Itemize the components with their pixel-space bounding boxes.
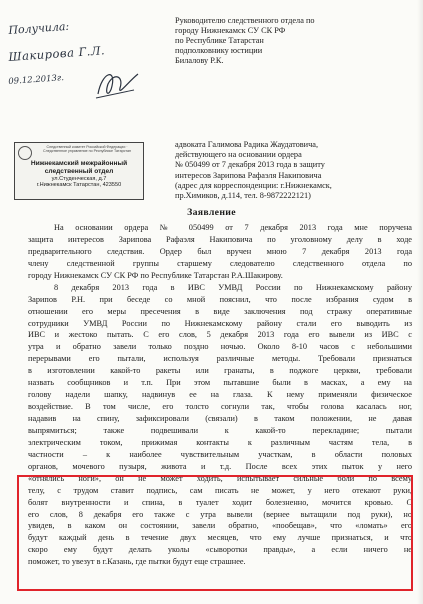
addressee-line: Билалову Р.К.: [175, 56, 224, 66]
body-line: отношении его меры пресечения в виде заключения под стражу оперативные: [28, 306, 412, 316]
body-line: воздействие. В том числе, его толсто согнули так, чтобы голова касалась ног,: [28, 402, 412, 412]
addressee-line: городу Нижнекамск СУ СК РФ: [175, 26, 286, 36]
body-line: болят внутренности и спина, в туалет ходит болезненно, мочится кровью. С: [28, 497, 412, 507]
body-line: выпрямиться; также подвешивали к какой-то перекладине; пытали: [28, 425, 412, 435]
addressee-line: Руководителю следственного отдела по: [175, 16, 315, 25]
body-line: скоро ему будут делать уколы «сыворотки правды», а если ничего не: [28, 545, 412, 555]
sender-line: интересов Зарипова Рафаэля Накиповича: [175, 170, 322, 180]
body-line: утра и обратно завели только поздно ночью. Около 8-10 часов с небольшими: [28, 342, 412, 352]
addressee-block: [175, 16, 415, 66]
emblem-icon: [18, 146, 32, 160]
stamp-line: следственный отдел: [44, 167, 114, 175]
sender-line: (адрес для корреспонденции: г.Нижнекамск,: [175, 180, 332, 190]
body-line: защита интересов Зарипова Рафаэля Накиповича по уголовному делу в ходе: [28, 234, 412, 244]
stamp-line: ул.Студенческая, д.7: [51, 175, 107, 182]
handwritten-name: Шакирова Г.Л.: [8, 43, 106, 64]
body-line: На основании ордера № 050499 от 7 декабря 2013 года мне поручена: [54, 223, 412, 232]
body-line: сотрудники УМВД России по Нижнекамскому району стали его выводить из: [28, 318, 412, 328]
document-title: Заявление: [187, 207, 236, 218]
stamp-line: г.Нижнекамск Татарстан, 423550: [36, 182, 122, 188]
sender-block: [175, 140, 415, 201]
body-line: телу, с трудом ставит подпись, сам писать не может, у него отекают руки,: [28, 485, 412, 495]
body-line: предварительного следствия. Ордер был вручен мною 7 декабря 2013 года: [28, 246, 412, 256]
body-line: частности – к наиболее чувствительным участкам, в области половых: [28, 449, 412, 459]
body-line: увидев, в каком он состоянии, завели обратно, «пообещав», что «ломать» его: [28, 521, 412, 531]
addressee-line: подполковнику юстиции: [175, 46, 263, 56]
body-line: Зарипов Р.Н. при беседе со мной пояснил, что после избрания судом в: [28, 294, 412, 304]
body-line: электрическим током, прижимая контакты к различным частям тела, в: [28, 437, 412, 447]
statement-body: [28, 222, 412, 568]
body-line: надавив на спину, зафиксировали (связали) в таком положении, не давая: [28, 414, 412, 423]
handwritten-received: Получила:: [8, 19, 70, 37]
body-line: «отнялись ноги», он не может ходить, испытывает сильные боли по всему: [28, 473, 412, 483]
body-line: поможет, то увезут в г.Казань, где пытки будут еще страшнее.: [28, 557, 246, 567]
body-line: городу Нижнекамск СУ СК РФ по Республике Татарстан Р.А.Шакирову.: [28, 270, 283, 280]
signature-mark: [94, 66, 142, 102]
body-line: перерывами его пытали, используя различные методы. Требовали признаться: [28, 354, 412, 364]
registration-stamp: [14, 142, 144, 200]
stamp-header: Следственный комитет Российской Федерации · Следственное управление по Республике Татарстан: [43, 145, 131, 154]
body-line: ИВС и жестоко пытать. С его слов, 5 декабря 2013 года его вывели из ИВС с: [28, 330, 412, 340]
stamp-line: Нижнекамский межрайонный: [30, 160, 128, 167]
body-line: будут каждый день в течение двух месяцев, что ему лучше признаться, и что: [28, 533, 412, 543]
sender-line: действующего на основании ордера: [175, 150, 302, 160]
addressee-line: по Республике Татарстан: [175, 36, 264, 46]
body-line: в изготовлении какой-то ракеты или гранаты, в поджоге церкви, требовали: [28, 366, 412, 376]
body-line: члену следственной группы старшему следователю следственного отдела по: [28, 258, 412, 268]
sender-line: пр.Химиков, д.114, тел. 8-9872222121): [175, 191, 311, 201]
body-line: голову надели шапку, надвинув ее на глаза. К нему применяли физическое: [28, 390, 412, 400]
page-edge-shadow: [417, 0, 423, 604]
body-line: его слов, 8 декабря его также с утра вывели (вернее вытащили под руки), но: [28, 509, 412, 519]
sender-line: адвоката Галимова Радика Жаудатовича,: [175, 140, 319, 149]
body-line: 8 декабря 2013 года в ИВС УМВД России по Нижнекамскому району: [54, 282, 412, 292]
body-line: назвать сообщников и т.п. При этом пытавшие были в масках, а ему на: [28, 378, 412, 388]
handwritten-date: 09.12.2013г.: [8, 73, 65, 87]
body-line: органов, мочевого пузыря, живота и т.д. После всех этих пыток у него: [28, 461, 412, 471]
sender-line: № 050499 от 7 декабря 2013 года в защиту: [175, 160, 325, 170]
